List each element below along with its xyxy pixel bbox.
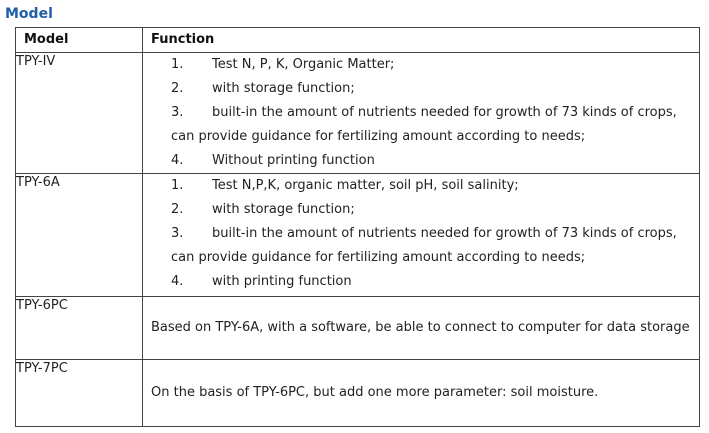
table-header-row	[16, 28, 700, 53]
item-text: Without printing function	[212, 153, 375, 168]
item-number: 4.	[171, 274, 184, 289]
list-item	[143, 270, 699, 294]
item-number: 1.	[171, 178, 184, 193]
section-heading: Model	[5, 6, 53, 22]
table-row	[16, 174, 700, 297]
item-number: 1.	[171, 57, 184, 72]
item-number: 3.	[171, 105, 184, 120]
model-name: TPY-6PC	[16, 297, 143, 360]
column-header-function: Function	[143, 28, 700, 53]
function-cell	[143, 360, 700, 427]
function-cell	[143, 174, 700, 297]
list-item	[143, 174, 699, 198]
model-table	[15, 27, 700, 427]
model-name: TPY-6A	[16, 174, 143, 297]
item-text: with storage function;	[212, 202, 355, 217]
list-item	[143, 53, 699, 77]
item-number: 4.	[171, 153, 184, 168]
item-text: Test N,P,K, organic matter, soil pH, soil salinity;	[212, 178, 519, 193]
item-text: built-in the amount of nutrients needed for growth of 73 kinds of crops,	[212, 105, 677, 120]
list-item	[143, 149, 699, 173]
item-text: built-in the amount of nutrients needed for growth of 73 kinds of crops,	[212, 226, 677, 241]
table-row	[16, 53, 700, 174]
function-text: On the basis of TPY-6PC, but add one more parameter: soil moisture.	[151, 385, 599, 400]
function-text: Based on TPY-6A, with a software, be able to connect to computer for data storage	[151, 320, 690, 335]
item-continuation: can provide guidance for fertilizing amount according to needs;	[171, 250, 586, 265]
table-row	[16, 360, 700, 427]
list-item	[143, 198, 699, 222]
model-name: TPY-IV	[16, 53, 143, 174]
list-item	[143, 101, 699, 125]
item-text: with storage function;	[212, 81, 355, 96]
item-continuation: can provide guidance for fertilizing amount according to needs;	[171, 129, 586, 144]
list-item	[143, 222, 699, 246]
column-header-model: Model	[16, 28, 143, 53]
item-number: 3.	[171, 226, 184, 241]
list-item	[143, 77, 699, 101]
item-text: Test N, P, K, Organic Matter;	[212, 57, 395, 72]
table-row	[16, 297, 700, 360]
function-cell	[143, 53, 700, 174]
function-cell	[143, 297, 700, 360]
item-number: 2.	[171, 81, 184, 96]
item-text: with printing function	[212, 274, 352, 289]
item-number: 2.	[171, 202, 184, 217]
model-name: TPY-7PC	[16, 360, 143, 427]
